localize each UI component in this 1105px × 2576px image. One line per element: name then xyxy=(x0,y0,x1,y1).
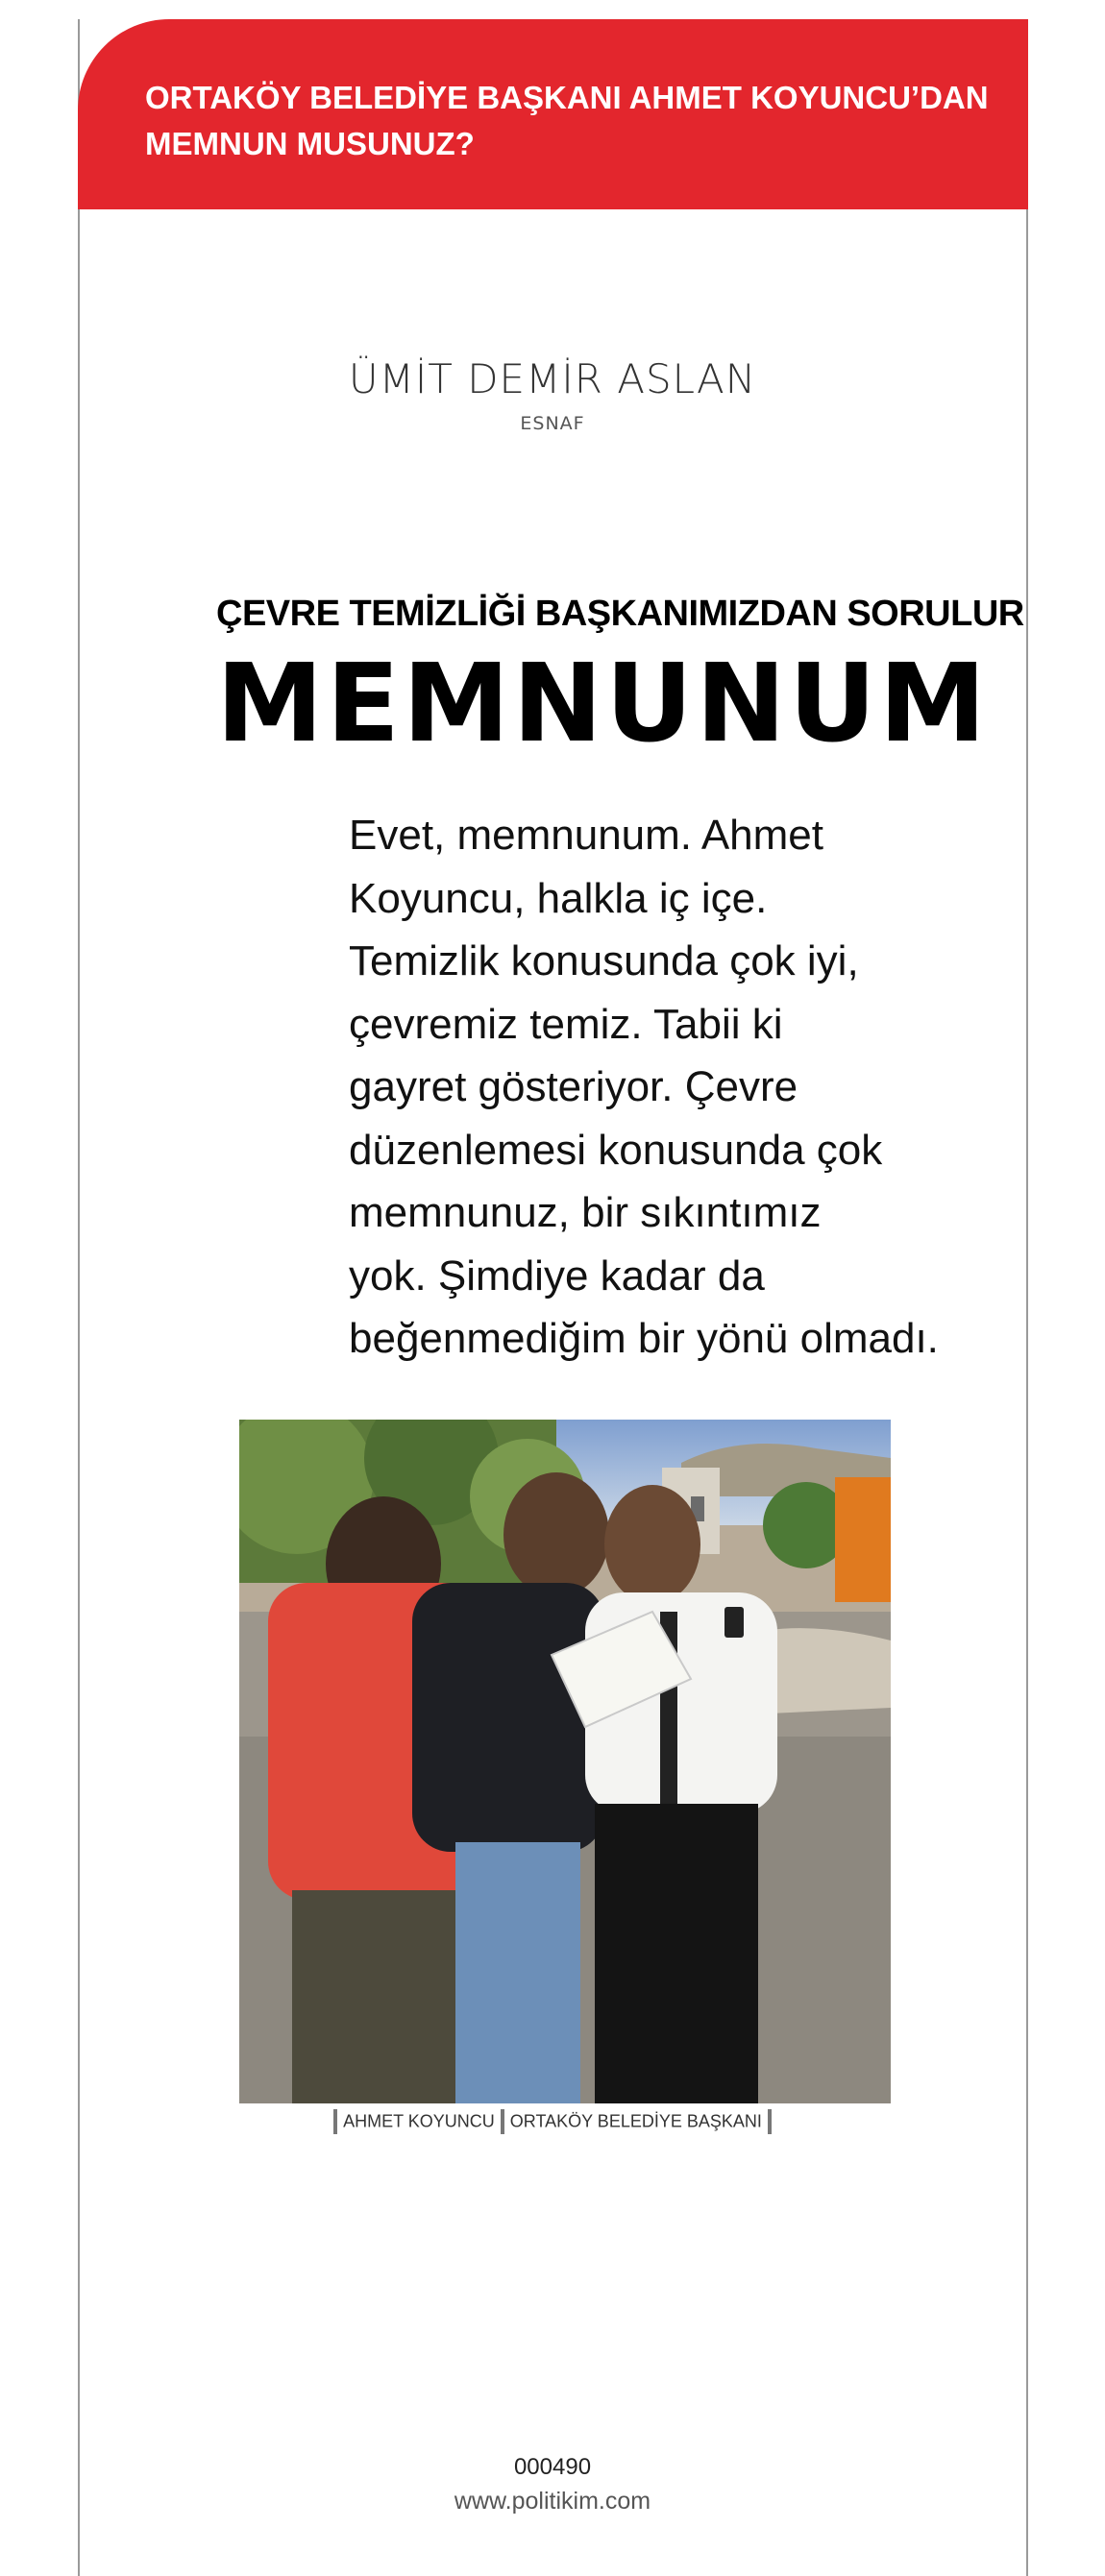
quote-line: Evet, memnunum. Ahmet xyxy=(349,812,823,859)
quote-line: beğenmediğim bir yönü olmadı. xyxy=(349,1315,939,1362)
quote-line: çevremiz temiz. Tabii ki xyxy=(349,1000,783,1048)
quote-line: Temizlik konusunda çok iyi, xyxy=(349,937,859,984)
caption-title: ORTAKÖY BELEDİYE BAŞKANI xyxy=(509,2111,762,2131)
caption-divider xyxy=(333,2109,337,2134)
website-link[interactable]: www.politikim.com xyxy=(454,2488,651,2515)
article-headline: MEMNUNUM xyxy=(216,642,990,766)
photo-illustration xyxy=(239,1420,891,2103)
interviewee-name: ÜMİT DEMİR ASLAN xyxy=(348,355,757,402)
caption-divider xyxy=(768,2109,772,2134)
banner-title: ORTAKÖY BELEDİYE BAŞKANI AHMET KOYUNCU’DAN MEMNUN MUSUNUZ? xyxy=(145,80,989,161)
quote-line: düzenlemesi konusunda çok xyxy=(349,1126,883,1174)
photo-caption xyxy=(0,2109,1105,2134)
quote-line: memnunuz, bir sıkıntımız xyxy=(349,1189,822,1236)
article-subhead: ÇEVRE TEMİZLİĞİ BAŞKANIMIZDAN SORULUR xyxy=(216,594,1024,634)
quote-text xyxy=(349,804,945,1371)
quote-line: gayret gösteriyor. Çevre xyxy=(349,1063,798,1110)
header-banner xyxy=(78,19,1028,209)
news-photo xyxy=(239,1420,891,2103)
caption-divider xyxy=(501,2109,504,2134)
caption-name: AHMET KOYUNCU xyxy=(343,2111,495,2131)
interviewee-role: ESNAF xyxy=(520,413,585,434)
quote-line: Koyuncu, halkla iç içe. xyxy=(349,874,768,922)
document-code: 000490 xyxy=(513,2454,592,2480)
quote-line: yok. Şimdiye kadar da xyxy=(349,1252,765,1300)
